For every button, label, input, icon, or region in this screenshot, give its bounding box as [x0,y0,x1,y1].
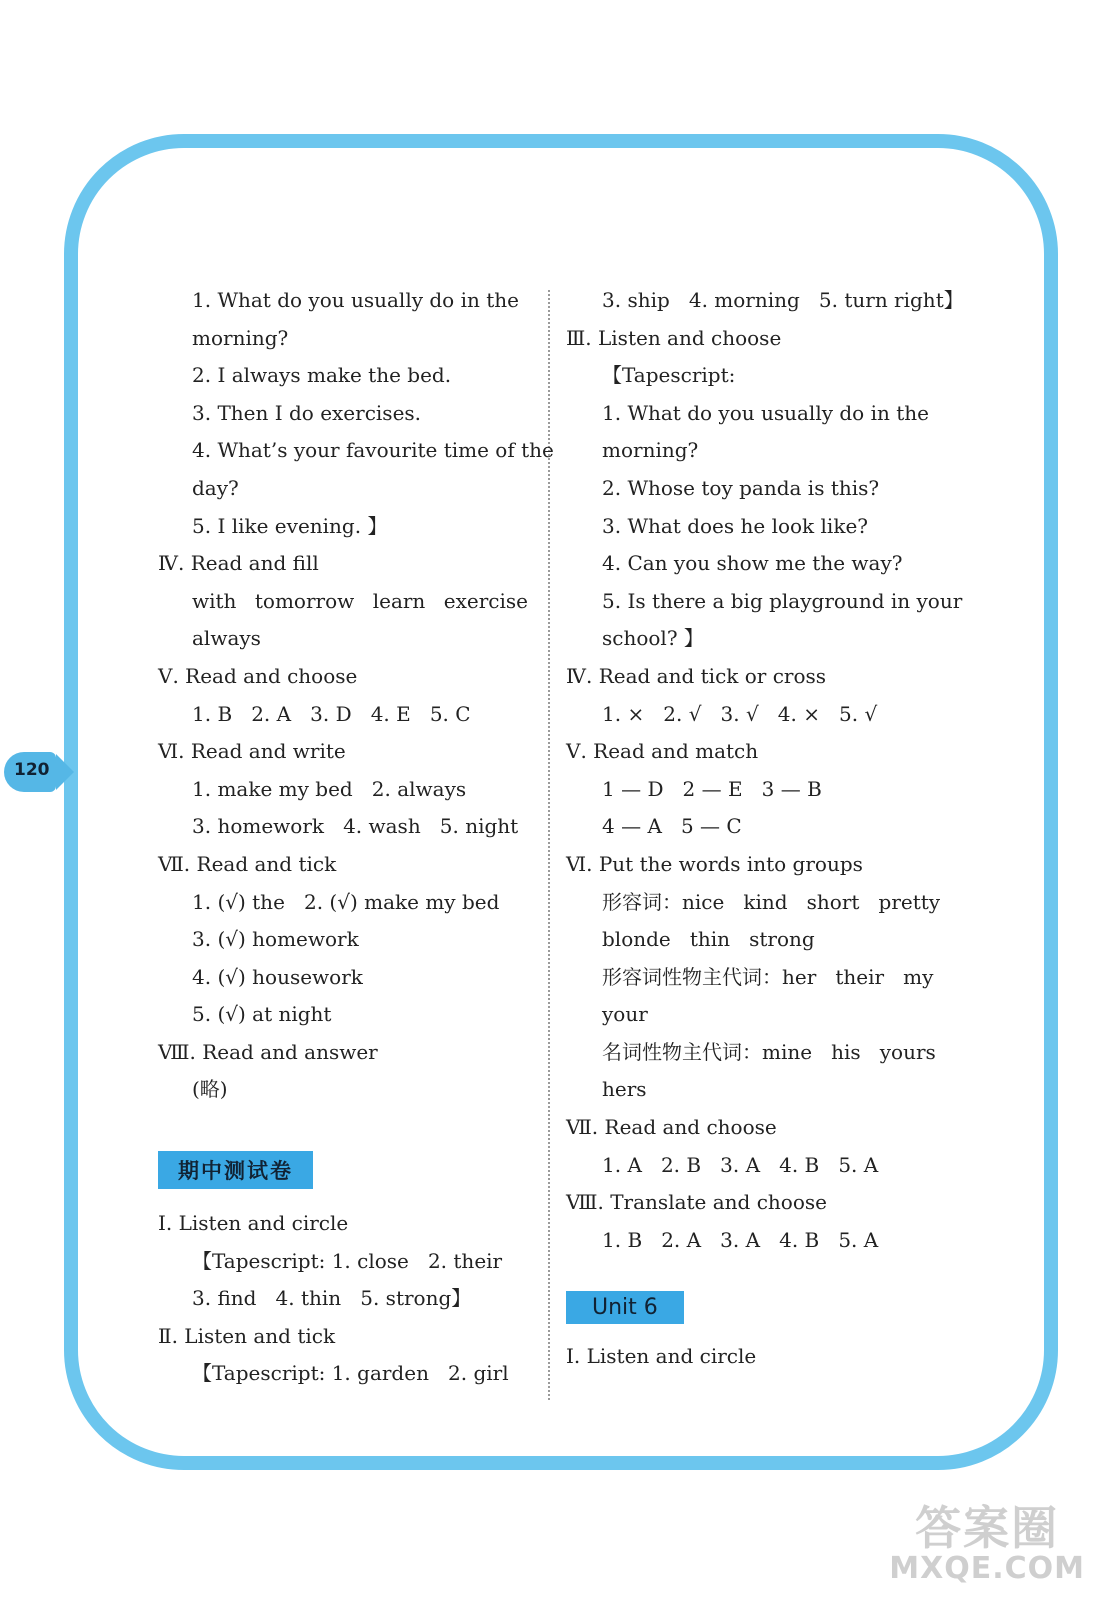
tapescript-line: 1. What do you usually do in the [192,288,519,312]
answer-line: 5. (√) at night [192,1002,332,1027]
answer-line: 1 — D 2 — E 3 — B [602,776,822,801]
page-number: 120 [14,760,50,780]
answer-line: your [602,1002,648,1027]
tapescript-line: morning? [192,325,289,350]
tapescript-line: 3. find 4. thin 5. strong】 [192,1286,472,1311]
tapescript-line: 【Tapescript: 1. garden 2. girl [192,1361,509,1386]
section-heading: Ⅶ. Read and choose [566,1115,777,1140]
tapescript-line: 4. What’s your favourite time of the [192,438,554,463]
section-heading: Ⅰ. Listen and circle [566,1344,757,1369]
tapescript-line: morning? [602,438,699,463]
answer-line: 1. B 2. A 3. A 4. B 5. A [602,1227,879,1252]
word: learn [372,588,426,613]
section-heading: Ⅰ. Listen and circle [158,1211,349,1236]
tapescript-line: 5. Is there a big playground in your [602,588,963,613]
left-column [158,282,554,1393]
tapescript-line: 2. I always make the bed. [192,363,452,388]
section-heading: Ⅴ. Read and match [566,739,759,764]
watermark-line1: 答案圈 [915,1501,1060,1555]
section-heading: Ⅷ. Read and answer [158,1039,378,1064]
answer-line: 1. (√) the 2. (√) make my bed [192,889,500,914]
tapescript-line: 3. ship 4. morning 5. turn right】 [602,288,964,312]
answer-line: 1. × 2. √ 3. √ 4. × 5. √ [602,701,878,726]
word: with [192,588,237,613]
tapescript-line: 2. Whose toy panda is this? [602,475,880,500]
watermark-logo [889,1501,1085,1586]
tapescript-line: 3. Then I do exercises. [192,400,422,425]
tapescript-line: 【Tapescript: 1. close 2. their [192,1248,503,1273]
answer-line: 名词性物主代词：mine his yours [602,1039,936,1064]
section-heading: Ⅶ. Read and tick [158,851,337,876]
word: tomorrow [254,588,355,613]
unit-title: Unit 6 [566,1291,684,1324]
word-bank [158,583,528,621]
word: always [192,626,261,651]
tapescript-line: day? [192,475,239,500]
section-heading: Ⅲ. Listen and choose [566,325,782,350]
answer-line: blonde thin strong [602,927,815,952]
right-column [566,282,964,1376]
tapescript-line: 4. Can you show me the way? [602,551,903,576]
midterm-title: 期中测试卷 [158,1151,313,1189]
answer-line: 3. homework 4. wash 5. night [192,814,519,839]
tapescript-line: 【Tapescript: [602,363,736,388]
answer-line: 3. (√) homework [192,927,359,952]
answer-line: 4 — A 5 — C [602,814,742,839]
section-heading: Ⅱ. Listen and tick [158,1323,336,1348]
section-heading: Ⅵ. Put the words into groups [566,851,863,876]
answer-line: 1. A 2. B 3. A 4. B 5. A [602,1152,879,1177]
page-number-tab [4,752,56,792]
tapescript-line: 3. What does he look like? [602,513,868,538]
section-heading: Ⅵ. Read and write [158,739,346,764]
answer-line: 4. (√) housework [192,964,363,989]
section-heading: Ⅴ. Read and choose [158,663,358,688]
answer-line: 1. B 2. A 3. D 4. E 5. C [192,701,471,726]
tapescript-line: school? 】 [602,626,704,651]
answer-line: 形容词性物主代词：her their my [602,964,934,989]
section-heading: Ⅳ. Read and fill [158,551,319,576]
section-heading: Ⅷ. Translate and choose [566,1190,827,1215]
answer-line: (略) [192,1077,228,1102]
watermark-line2: MXQE.COM [889,1551,1085,1586]
tapescript-line: 5. I like evening. 】 [192,513,388,538]
answer-line: 1. make my bed 2. always [192,776,467,801]
word: exercise [443,588,528,613]
tapescript-line: 1. What do you usually do in the [602,400,929,425]
section-heading: Ⅳ. Read and tick or cross [566,663,827,688]
answer-line: 形容词：nice kind short pretty [602,889,941,914]
answer-line: hers [602,1077,647,1102]
